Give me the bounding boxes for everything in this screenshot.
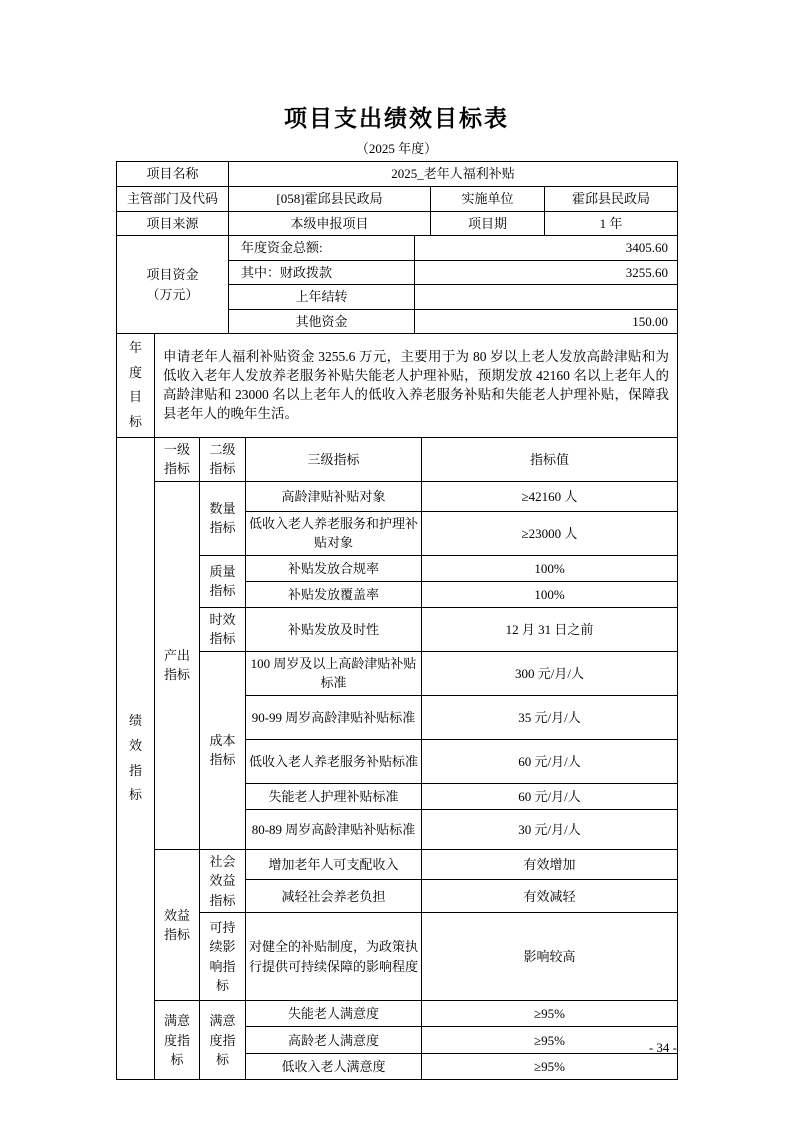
project-period-label: 项目期 [431,211,545,236]
funds-other-label: 其他资金 [229,309,415,334]
indicator-value: 有效增加 [422,849,678,880]
table-row [117,334,678,438]
header-value: 指标值 [422,437,678,481]
indicator-name: 80-89 周岁高龄津贴补贴标准 [246,809,422,849]
indicator-value: 100% [422,555,678,581]
main-table-area [116,161,677,1080]
project-funds-table [116,235,678,334]
annual-goal-table [116,333,678,438]
funds-carryover-label: 上年结转 [229,285,415,310]
indicator-name: 失能老人护理补贴标准 [246,783,422,809]
table-row [117,437,678,481]
table-row [117,651,678,695]
header-level1: 一级 指标 [155,437,200,481]
indicator-value: 12 月 31 日之前 [422,607,678,651]
indicator-name: 补贴发放覆盖率 [246,581,422,607]
indicator-name: 增加老年人可支配收入 [246,849,422,880]
level2-group-quality: 质量 指标 [200,555,246,607]
funds-carryover-value [415,285,678,310]
level2-group-sustain: 可持 续影 响指 标 [200,913,246,1001]
level1-group-benefit: 效益 指标 [155,849,200,1001]
indicator-name: 高龄老人满意度 [246,1027,422,1054]
project-info-table [116,161,678,236]
indicator-value: 100% [422,581,678,607]
indicator-name: 低收入老人养老服务补贴标准 [246,739,422,783]
level1-group-satisfaction: 满意 度指 标 [155,1001,200,1080]
header-level3: 三级指标 [246,437,422,481]
indicator-value: ≥42160 人 [422,481,678,511]
indicator-value: 60 元/月/人 [422,783,678,809]
funds-label: 项目资金 （万元） [117,236,229,334]
indicator-name: 低收入老人养老服务和护理补贴对象 [246,511,422,555]
table-row [117,236,678,261]
indicator-name: 100 周岁及以上高龄津贴补贴标准 [246,651,422,695]
indicator-value: ≥95% [422,1054,678,1080]
indicator-value: 300 元/月/人 [422,651,678,695]
project-source-value: 本级申报项目 [229,211,431,236]
table-row [117,913,678,1001]
funds-fiscal-value: 3255.60 [415,260,678,285]
indicator-value: 35 元/月/人 [422,695,678,739]
indicator-value: 有效减轻 [422,880,678,913]
level1-group-output: 产出 指标 [155,481,200,849]
project-source-label: 项目来源 [117,211,229,236]
performance-indicators-table [116,437,678,1081]
table-row [117,1001,678,1027]
table-row [117,481,678,511]
table-row [117,555,678,581]
project-name-label: 项目名称 [117,162,229,187]
impl-unit-value: 霍邱县民政局 [545,186,678,211]
table-row [117,162,678,187]
table-row [117,607,678,651]
level2-group-satisfaction: 满意 度指 标 [200,1001,246,1080]
indicator-name: 低收入老人满意度 [246,1054,422,1080]
indicator-name: 补贴发放合规率 [246,555,422,581]
dept-code-label: 主管部门及代码 [117,186,229,211]
funds-total-value: 3405.60 [415,236,678,261]
indicator-name: 90-99 周岁高龄津贴补贴标准 [246,695,422,739]
performance-section-label: 绩 效 指 标 [117,437,155,1080]
level2-group-quantity: 数量 指标 [200,481,246,555]
dept-code-value: [058]霍邱县民政局 [229,186,431,211]
level2-group-social: 社会 效益 指标 [200,849,246,913]
funds-other-value: 150.00 [415,309,678,334]
indicator-name: 失能老人满意度 [246,1001,422,1027]
level2-group-timeliness: 时效 指标 [200,607,246,651]
project-period-value: 1 年 [545,211,678,236]
level2-group-cost: 成本 指标 [200,651,246,849]
header-level2: 二级 指标 [200,437,246,481]
indicator-name: 高龄津贴补贴对象 [246,481,422,511]
page-number: - 34 - [648,1040,677,1055]
indicator-value: 影响较高 [422,913,678,1001]
indicator-value: ≥95% [422,1001,678,1027]
annual-goal-text: 申请老年人福利补贴资金 3255.6 万元，主要用于为 80 岁以上老人发放高龄津贴和为低收入老年人发放养老服务补贴失能老人护理补贴，预期发放 42160 名以上老年人的高龄津贴和 23000 名以上老年人的低收入养老服务补贴和失能老人护理补贴，保障我县老年人的晚年生活。 [155,334,678,438]
project-name-value: 2025_老年人福利补贴 [229,162,678,187]
table-row [117,186,678,211]
document-year: （2025 年度） [355,141,438,156]
indicator-value: 30 元/月/人 [422,809,678,849]
funds-fiscal-label: 其中：财政拨款 [229,260,415,285]
indicator-value: ≥23000 人 [422,511,678,555]
impl-unit-label: 实施单位 [431,186,545,211]
table-row [117,211,678,236]
table-row [117,849,678,880]
indicator-name: 减轻社会养老负担 [246,880,422,913]
indicator-value: 60 元/月/人 [422,739,678,783]
page-title: 项目支出绩效目标表 [284,105,509,131]
indicator-name: 补贴发放及时性 [246,607,422,651]
annual-goal-label: 年 度 目 标 [117,334,155,438]
funds-total-label: 年度资金总额: [229,236,415,261]
indicator-value: ≥95% [422,1027,678,1054]
indicator-name: 对健全的补贴制度，为政策执行提供可持续保障的影响程度 [246,913,422,1001]
